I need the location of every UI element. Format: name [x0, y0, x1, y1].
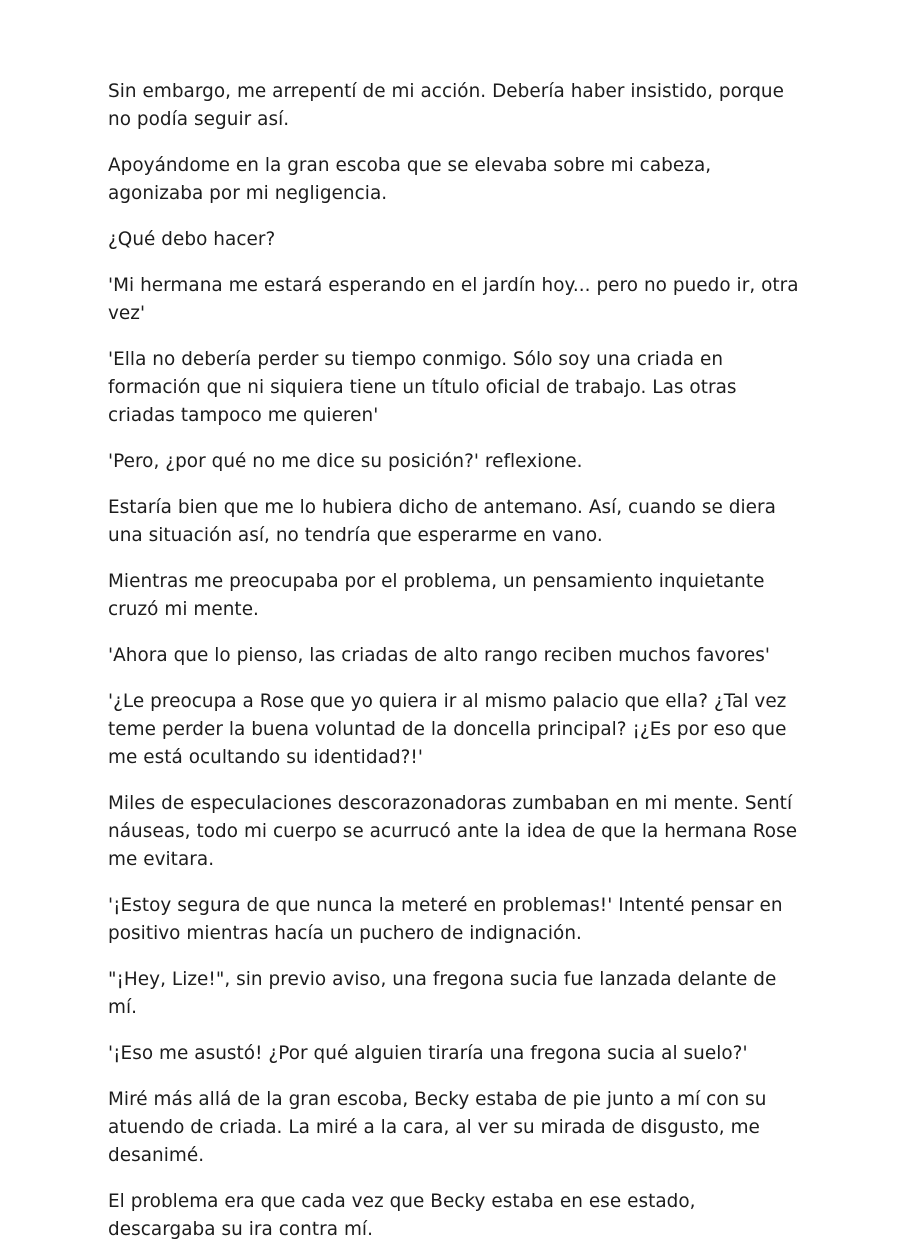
paragraph: Miré más allá de la gran escoba, Becky estaba de pie junto a mí con su atuendo de criada. La miré a la cara, al ver su mirada de disgusto, me desanimé. [108, 1089, 767, 1166]
paragraph: Estaría bien que me lo hubiera dicho de antemano. Así, cuando se diera una situación así, no tendría que esperarme en vano. [108, 497, 776, 546]
paragraph: 'Ella no debería perder su tiempo conmigo. Sólo soy una criada en formación que ni siquiera tiene un título oficial de trabajo. Las otras criadas tampoco me quieren' [108, 349, 737, 426]
paragraph: '¿Le preocupa a Rose que yo quiera ir al mismo palacio que ella? ¿Tal vez teme perder la buena voluntad de la doncella principal? ¡¿Es por eso que me está ocultando su identidad?!' [108, 691, 787, 768]
paragraph: '¡Estoy segura de que nunca la meteré en problemas!' Intenté pensar en positivo mientras hacía un puchero de indignación. [108, 895, 783, 944]
paragraph: Sin embargo, me arrepentí de mi acción. Debería haber insistido, porque no podía seguir así. [108, 81, 784, 130]
paragraph: Miles de especulaciones descorazonadoras zumbaban en mi mente. Sentí náuseas, todo mi cuerpo se acurrucó ante la idea de que la hermana Rose me evitara. [108, 793, 798, 870]
paragraph: 'Ahora que lo pienso, las criadas de alto rango reciben muchos favores' [108, 645, 770, 666]
paragraph: "¡Hey, Lize!", sin previo aviso, una fregona sucia fue lanzada delante de mí. [108, 969, 777, 1018]
paragraph: 'Pero, ¿por qué no me dice su posición?' reflexione. [108, 451, 583, 472]
paragraph: Mientras me preocupaba por el problema, un pensamiento inquietante cruzó mi mente. [108, 571, 765, 620]
paragraph: El problema era que cada vez que Becky estaba en ese estado, descargaba su ira contra mí. [108, 1191, 696, 1240]
paragraph: ¿Qué debo hacer? [108, 229, 276, 250]
paragraph: 'Mi hermana me estará esperando en el jardín hoy... pero no puedo ir, otra vez' [108, 275, 799, 324]
paragraph: '¡Eso me asustó! ¿Por qué alguien tiraría una fregona sucia al suelo?' [108, 1043, 748, 1064]
paragraph: Apoyándome en la gran escoba que se elevaba sobre mi cabeza, agonizaba por mi negligencia. [108, 155, 712, 204]
